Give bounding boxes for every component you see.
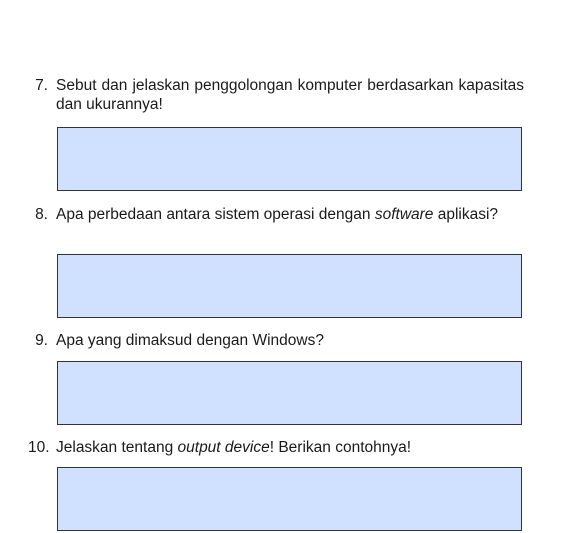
answer-box-8[interactable] [57, 254, 522, 318]
answer-box-10[interactable] [57, 467, 522, 531]
question-9 [28, 331, 524, 350]
question-text: Apa yang dimaksud dengan Windows? [56, 332, 324, 349]
question-10 [28, 438, 524, 457]
question-text: Sebut dan jelaskan penggolongan komputer berdasarkan kapasitas dan ukurannya! [56, 77, 524, 113]
question-text: Jelaskan tentang output device! Berikan contohnya! [56, 439, 412, 456]
question-number: 7. [35, 77, 48, 94]
question-7 [28, 76, 524, 114]
answer-box-9[interactable] [57, 361, 522, 425]
question-8 [28, 205, 524, 224]
question-number: 8. [35, 206, 48, 223]
answer-box-7[interactable] [57, 127, 522, 191]
question-number: 10. [28, 439, 50, 456]
question-text: Apa perbedaan antara sistem operasi dengan software aplikasi? [56, 206, 499, 223]
question-number: 9. [35, 332, 48, 349]
